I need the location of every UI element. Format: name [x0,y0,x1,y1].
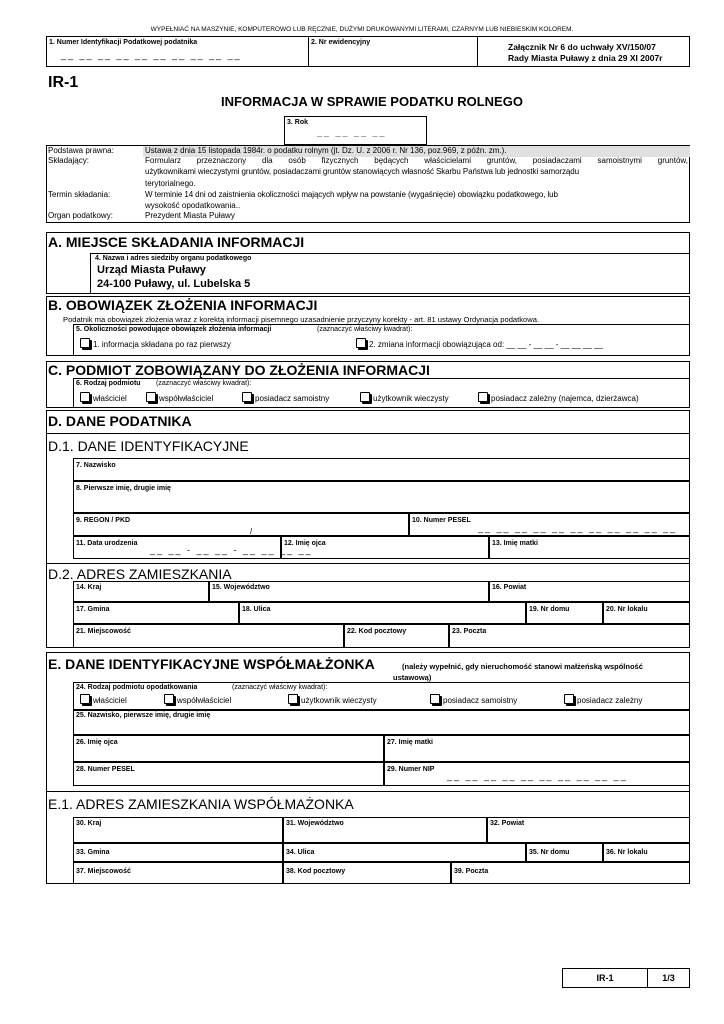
checkbox-spouse-independent-holder[interactable] [430,694,440,704]
spouse-nip-dashes: __ __ __ __ __ __ __ __ __ __ [447,771,628,781]
commune-label: 17. Gmina [76,606,110,613]
voivodeship-field[interactable] [209,581,489,602]
form-title: INFORMACJA W SPRAWIE PODATKU ROLNEGO [221,94,523,109]
spouse-pesel-field[interactable] [73,762,384,786]
checkbox-independent-holder[interactable] [242,392,252,402]
subject-type-label: 6. Rodzaj podmiotu [76,380,141,387]
tax-office-name: Urząd Miasta Puławy [97,264,206,276]
county-label: 16. Powiat [492,584,527,591]
checkbox-change[interactable] [356,338,366,348]
option-perpetual-user[interactable] [354,392,449,403]
house-number-field[interactable] [526,602,603,624]
section-c-title: C. PODMIOT ZOBOWIĄZANY DO ZŁOŻENIA INFORMACJI [48,362,430,378]
checkbox-perpetual-user[interactable] [360,392,370,402]
submitter-label: Składający: [48,156,89,165]
country-field[interactable] [73,581,209,602]
spouse-option-owner-label: właściciel [93,696,127,705]
spouse-mother-name-label: 27. Imię matki [387,739,433,746]
spouse-subject-type-field [73,682,690,710]
spouse-names-label: 25. Nazwisko, pierwsze imię, drugie imię [76,712,211,719]
option-independent-holder[interactable] [236,392,329,403]
county-field[interactable] [489,581,690,602]
tax-office-field [90,253,690,294]
street-label: 18. Ulica [242,606,271,613]
regon-separator: / [250,527,253,536]
spouse-county-field[interactable] [487,817,690,843]
spouse-note-1: (należy wypełnić, gdy nieruchomość stanowi małżeńską wspólność [402,662,643,671]
tax-authority-value: Prezydent Miasta Puławy [145,211,235,220]
checkbox-spouse-dependent-holder[interactable] [564,694,574,704]
surname-label: 7. Nazwisko [76,462,116,469]
first-names-label: 8. Pierwsze imię, drugie imię [76,485,171,492]
footer-form-code-box [562,968,648,988]
spouse-voivodeship-field[interactable] [283,817,487,843]
obligation-reason-field [73,324,690,356]
house-number-label: 19. Nr domu [529,606,570,613]
footer-form-code: IR-1 [596,973,614,983]
correction-note: Podatnik ma obowiązek złożenia wraz z korektą informacji pisemnego uzasadnienie przyczyny korekty - art. 81 ustawy Ordynacja podatkowa. [63,315,540,324]
nip-field[interactable] [46,36,309,67]
deadline-value-1: W terminie 14 dni od zaistnienia okoliczności mających wpływ na powstanie (wygaśnięcie) obowiązku podatkowego, lub [145,190,558,199]
divider [46,563,690,564]
spouse-commune-label: 33. Gmina [76,849,110,856]
obligation-reason-label: 5. Okoliczności powodujące obowiązek złożenia informacji [76,326,272,333]
obligation-reason-hint: (zaznaczyć właściwy kwadrat): [317,326,413,333]
country-label: 14. Kraj [76,584,102,591]
birth-date-label: 11. Data urodzenia [76,540,138,547]
divider [46,433,690,434]
option-first-time[interactable] [74,338,231,349]
spouse-option-perpetual-user[interactable] [282,694,377,705]
registry-number-label: 2. Nr ewidencyjny [311,39,371,46]
option-change-label: 2. zmiana informacji obowiązująca od: __ __ - __ __ - __ __ __ __ [369,340,603,349]
surname-field[interactable] [73,458,690,481]
birth-date-dashes: __ __ - __ __ - __ __ __ __ [150,545,313,555]
spouse-option-dependent-holder[interactable] [558,694,642,705]
basis-label: Podstawa prawna: [48,146,114,155]
father-name-field[interactable] [281,536,489,559]
checkbox-spouse-owner[interactable] [80,694,90,704]
subject-type-hint: (zaznaczyć właściwy kwadrat): [156,380,252,387]
nip-label: 1. Numer Identyfikacji Podatkowej podatnika [49,39,198,46]
form-code: IR-1 [48,74,79,91]
locality-label: 21. Miejscowość [76,628,131,635]
pesel-dashes: __ __ __ __ __ __ __ __ __ __ __ [478,523,678,533]
spouse-option-perpetual-user-label: użytkownik wieczysty [301,696,377,705]
spouse-option-dependent-holder-label: posiadacz zależny [577,696,643,705]
spouse-country-label: 30. Kraj [76,820,102,827]
option-change[interactable] [350,338,603,349]
regon-label: 9. REGON / PKD [76,517,131,524]
spouse-post-office-field[interactable] [451,862,690,884]
regon-field[interactable] [73,513,409,536]
spouse-apartment-number-label: 36. Nr lokalu [606,849,648,856]
spouse-subject-type-label: 24. Rodzaj podmiotu opodatkowania [76,684,198,691]
spouse-commune-field[interactable] [73,843,283,862]
year-field[interactable] [284,116,427,145]
spouse-house-number-field[interactable] [526,843,603,862]
checkbox-spouse-co-owner[interactable] [164,694,174,704]
attachment-info [477,36,690,67]
deadline-value-2: wysokość opodatkowania.. [145,201,241,210]
spouse-pesel-label: 28. Numer PESEL [76,766,135,773]
section-e1-title: E.1. ADRES ZAMIESZKANIA WSPÓŁMAŻONKA [48,796,354,812]
spouse-option-co-owner[interactable] [158,694,231,705]
pesel-label: 10. Numer PESEL [412,517,471,524]
spouse-post-office-label: 39. Poczta [454,868,489,875]
checkbox-owner[interactable] [80,392,90,402]
option-dependent-holder-label: posiadacz zależny (najemca, dzierżawca) [491,394,639,403]
spouse-option-co-owner-label: współwłaściciel [177,696,232,705]
section-b-title: B. OBOWIĄZEK ZŁOŻENIA INFORMACJI [48,297,318,313]
deadline-label: Termin składania: [48,190,111,199]
section-a-title: A. MIEJSCE SKŁADANIA INFORMACJI [48,234,305,250]
spouse-house-number-label: 35. Nr domu [529,849,570,856]
spouse-locality-label: 37. Miejscowość [76,868,131,875]
submitter-value-1: Formularz przeznaczony dla osób fizycznych będących właścicielami gruntów, posiadaczami samoistnymi gruntów, [145,156,688,165]
option-dependent-holder[interactable] [472,392,639,403]
section-d-title: D. DANE PODATNIKA [48,413,192,429]
section-d2-title: D.2. ADRES ZAMIESZKANIA [48,566,232,582]
street-field[interactable] [239,602,526,624]
section-e-title: E. DANE IDENTYFIKACYJNE WSPÓŁMAŁŻONKA [48,656,375,672]
mother-name-label: 13. Imię matki [492,540,538,547]
spouse-voivodeship-label: 31. Województwo [286,820,344,827]
spouse-mother-name-field[interactable] [384,735,690,762]
registry-number-field[interactable] [308,36,478,67]
section-d1-title: D.1. DANE IDENTYFIKACYJNE [48,438,249,454]
checkbox-co-owner[interactable] [146,392,156,402]
spouse-father-name-field[interactable] [73,735,384,762]
father-name-label: 12. Imię ojca [284,540,326,547]
attachment-line-1: Załącznik Nr 6 do uchwały XV/150/07 [508,42,656,52]
spouse-note-2: ustawową) [393,673,432,682]
divider [46,791,690,792]
option-owner[interactable] [74,392,127,403]
spouse-option-independent-holder-label: posiadacz samoistny [443,696,518,705]
spouse-county-label: 32. Powiat [490,820,525,827]
spouse-subject-type-hint: (zaznaczyć właściwy kwadrat): [232,684,328,691]
option-perpetual-user-label: użytkownik wieczysty [373,394,449,403]
year-label: 3. Rok [287,119,309,126]
footer-page-number: 1/3 [662,973,675,983]
mother-name-field[interactable] [489,536,690,559]
subject-type-field [73,378,690,408]
attachment-line-2: Rady Miasta Puławy z dnia 29 XI 2007r [508,53,663,63]
post-office-field[interactable] [449,624,690,648]
spouse-nip-label: 29. Numer NIP [387,766,435,773]
basis-value: Ustawa z dnia 15 listopada 1984r. o podatku rolnym (jt. Dz. U. z 2006 r. Nr 136, poz.969, z późn. zm.). [145,146,507,155]
spouse-option-independent-holder[interactable] [424,694,517,705]
spouse-country-field[interactable] [73,817,283,843]
spouse-postal-code-field[interactable] [283,862,451,884]
option-co-owner-label: współwłaściciel [159,394,214,403]
spouse-father-name-label: 26. Imię ojca [76,739,118,746]
option-co-owner[interactable] [140,392,213,403]
tax-authority-label: Organ podatkowy: [48,211,113,220]
option-independent-holder-label: posiadacz samoistny [255,394,330,403]
footer-page-box [647,968,690,988]
spouse-postal-code-label: 38. Kod pocztowy [286,868,346,875]
spouse-street-label: 34. Ulica [286,849,315,856]
submitter-value-2: użytkownikami wieczystymi gruntów, posiadaczami gruntów stanowiących własność Skarbu Państwa lub jednostki samorządu [145,167,579,176]
spouse-nip-field[interactable] [384,762,690,786]
postal-code-label: 22. Kod pocztowy [347,628,407,635]
submitter-value-3: terytorialnego. [145,179,196,188]
spouse-names-field[interactable] [73,710,690,735]
tax-office-label: 4. Nazwa i adres siedziby organu podatkowego [95,255,252,262]
apartment-number-label: 20. Nr lokalu [606,606,648,613]
checkbox-dependent-holder[interactable] [478,392,488,402]
spouse-locality-field[interactable] [73,862,283,884]
locality-field[interactable] [73,624,344,648]
commune-field[interactable] [73,602,239,624]
spouse-apartment-number-field[interactable] [603,843,690,862]
postal-code-field[interactable] [344,624,449,648]
option-owner-label: właściciel [93,394,127,403]
first-names-field[interactable] [73,481,690,513]
year-dashes: __ __ __ __ [317,128,387,138]
nip-dashes: __ __ __ __ __ __ __ __ __ __ [61,50,242,60]
spouse-option-owner[interactable] [74,694,127,705]
fill-instructions: WYPEŁNIAĆ NA MASZYNIE, KOMPUTEROWO LUB RĘCZNIE, DUŻYMI DRUKOWANYMI LITERAMI, CZARNYM LUB NIEBIESKIM KOLOREM. [150,26,574,33]
tax-office-address: 24-100 Puławy, ul. Lubelska 5 [97,278,251,290]
checkbox-first-time[interactable] [80,338,90,348]
voivodeship-label: 15. Województwo [212,584,270,591]
apartment-number-field[interactable] [603,602,690,624]
pesel-field[interactable] [409,513,690,536]
checkbox-spouse-perpetual-user[interactable] [288,694,298,704]
post-office-label: 23. Poczta [452,628,487,635]
option-first-time-label: 1. informacja składana po raz pierwszy [93,340,231,349]
spouse-street-field[interactable] [283,843,526,862]
